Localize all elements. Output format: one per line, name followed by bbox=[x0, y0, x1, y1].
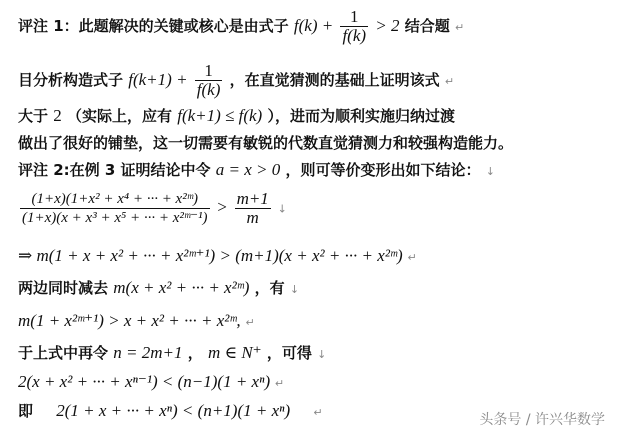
watermark-text: 头条号 / 许兴华数学 bbox=[479, 412, 605, 428]
math-two: 2 bbox=[53, 106, 62, 125]
math-derived: 2(x + x² + ··· + xⁿ⁻¹) < (n−1)(1 + xⁿ) bbox=[18, 372, 271, 391]
math-cond: a = x > 0 bbox=[215, 160, 281, 179]
paragraph-mark: ↵ bbox=[245, 316, 255, 329]
rhs-fraction-numerator: m+1 bbox=[236, 189, 269, 208]
math-m-domain: m ∈ N⁺ bbox=[207, 343, 262, 362]
big-fraction bbox=[20, 190, 210, 227]
final-line bbox=[18, 401, 323, 423]
down-mark: ↓ bbox=[277, 202, 287, 216]
paragraph-mark: ↵ bbox=[313, 406, 323, 419]
remark1-text-a: 评注 1：此题解决的关键或核心是由式子 bbox=[18, 17, 289, 35]
math-implication: ⇒ m(1 + x + x² + ··· + x²ᵐ⁺¹) > (m+1)(x + x² + ··· + x²ᵐ) bbox=[18, 246, 403, 265]
substitution-text-c: ，可得 bbox=[266, 344, 312, 362]
remark2-text-b: ，则可等价变形出如下结论： bbox=[285, 161, 481, 179]
fraction-denominator: f(k) bbox=[342, 26, 367, 45]
subtract-text-b: ，有 bbox=[254, 279, 285, 297]
math-gt: > bbox=[216, 197, 228, 217]
paragraph-mark: ↵ bbox=[455, 21, 465, 34]
rhs-fraction bbox=[235, 190, 271, 227]
remark2-line1 bbox=[18, 160, 495, 182]
remark1-line2-a: 目分析构造式子 bbox=[18, 71, 124, 89]
remark1-line4-a: 做出了很好的铺垫，这一切需要有敏锐的代数直觉猜测力和较强构造能力。 bbox=[18, 134, 514, 152]
remark2-text-a: 评注 2:在例 3 证明结论中令 bbox=[18, 161, 211, 179]
final-text: 即 bbox=[18, 402, 34, 420]
fraction-numerator: 1 bbox=[340, 8, 368, 27]
substitution-line bbox=[18, 343, 326, 365]
remark1-line2 bbox=[18, 62, 454, 99]
rhs-fraction-denominator: m bbox=[246, 208, 259, 227]
subtract-line bbox=[18, 278, 299, 300]
math-n-def: n = 2m+1 bbox=[113, 343, 183, 362]
math-subtract-expr: m(x + x² + ··· + x²ᵐ) bbox=[113, 278, 250, 297]
remark1-line3-b: （实际上，应有 bbox=[66, 107, 172, 125]
watermark bbox=[479, 409, 605, 429]
substitution-text-a: 于上式中再令 bbox=[18, 344, 109, 362]
substitution-text-b: ， bbox=[187, 344, 203, 362]
remark1-line3-a: 大于 bbox=[18, 107, 49, 125]
big-fraction-denominator: (1+x)(x + x³ + x⁵ + ··· + x²ᵐ⁻¹) bbox=[22, 210, 208, 226]
result-line bbox=[18, 311, 255, 333]
remark1-line3 bbox=[18, 106, 455, 126]
math-result: m(1 + x²ᵐ⁺¹) > x + x² + ··· + x²ᵐ, bbox=[18, 311, 241, 330]
fraction-denominator: f(k) bbox=[196, 80, 221, 99]
remark1-line3-c: ），进而为顺利实施归纳过渡 bbox=[267, 107, 455, 125]
math-gt2: > 2 bbox=[375, 16, 400, 35]
fraction-inequality bbox=[18, 190, 287, 227]
math-ineq-fk: f(k+1) ≤ f(k) bbox=[177, 106, 263, 125]
paragraph-mark: ↵ bbox=[407, 251, 417, 264]
remark1-text-b: 结合题 bbox=[404, 17, 450, 35]
math-fk-plus: f(k) + bbox=[293, 16, 334, 35]
fraction-one-over-fk bbox=[340, 8, 368, 45]
big-fraction-numerator: (1+x)(1+x² + x⁴ + ··· + x²ᵐ) bbox=[20, 190, 210, 209]
remark1-line4 bbox=[18, 133, 513, 153]
down-mark: ↓ bbox=[317, 348, 327, 361]
down-mark: ↓ bbox=[485, 165, 495, 178]
fraction-one-over-fk-2 bbox=[195, 62, 223, 99]
subtract-text-a: 两边同时减去 bbox=[18, 279, 109, 297]
remark1-line2-b: ，在直觉猜测的基础上证明该式 bbox=[229, 71, 440, 89]
math-final: 2(1 + x + ··· + xⁿ) < (n+1)(1 + xⁿ) bbox=[56, 401, 291, 420]
paragraph-mark: ↵ bbox=[444, 75, 455, 88]
down-mark: ↓ bbox=[289, 283, 300, 296]
remark1-line1 bbox=[18, 8, 464, 45]
paragraph-mark: ↵ bbox=[274, 377, 285, 390]
derived-inequality-line bbox=[18, 372, 284, 394]
implication-line bbox=[18, 246, 417, 268]
math-fk1-plus: f(k+1) + bbox=[128, 70, 188, 89]
fraction-numerator: 1 bbox=[195, 62, 223, 81]
